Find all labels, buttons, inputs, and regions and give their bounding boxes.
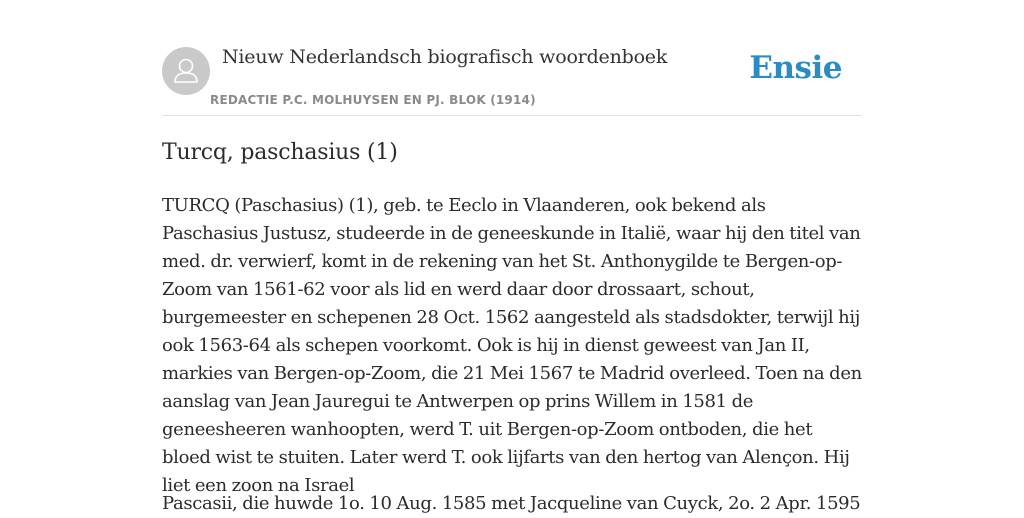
source-title[interactable]: Nieuw Nederlandsch biografisch woordenboek — [222, 46, 668, 68]
source-subtitle: REDACTIE P.C. MOLHUYSEN EN PJ. BLOK (1914) — [210, 93, 536, 107]
article-paragraph: TURCQ (Paschasius) (1), geb. te Eeclo in Vlaanderen, ook bekend als Paschasius Justusz, studeerde in de geneeskunde in Italië, waar hij den titel van med. dr. verwierf, komt in de rekening van het St. Anthonygilde te Bergen-op-Zoom van 1561-62 voor als lid en werd daar door drossaart, schout, burgemeester en schepenen 28 Oct. 1562 aangesteld als stadsdokter, terwijl hij ook 1563-64 als schepen voorkomt. Ook is hij in dienst geweest van Jan II, markies van Bergen-op-Zoom, die 21 Mei 1567 te Madrid overleed. Toen na den aanslag van Jean Jauregui te Antwerpen op prins Willem in 1581 de geneesheeren wanhoopten, werd T. uit Bergen-op-Zoom ontboden, die het bloed wist te stuiten. Later werd T. ook lijfarts van den hertog van Alençon. Hij liet een zoon na Israel — [162, 195, 862, 496]
article-paragraph: Pascasii, die huwde 1o. 10 Aug. 1585 met Jacqueline van Cuyck, 2o. 2 Apr. 1595 — [162, 493, 861, 514]
article-title: Turcq, paschasius (1) — [162, 140, 398, 165]
avatar[interactable] — [162, 47, 210, 95]
source-header — [162, 0, 862, 116]
page — [162, 0, 862, 514]
user-icon — [162, 47, 210, 95]
brand-logo[interactable]: Ensie — [749, 50, 842, 86]
